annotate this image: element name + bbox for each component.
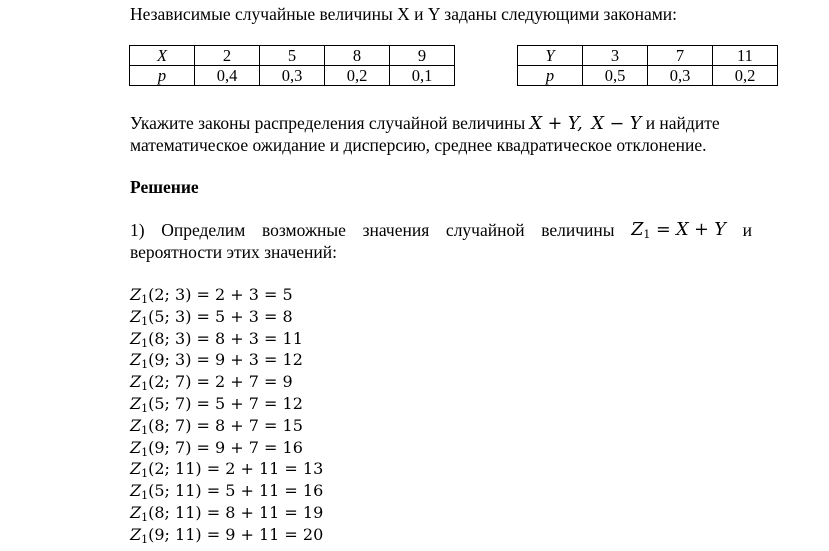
- equation-subscript: 1: [141, 314, 149, 328]
- table-cell: 0,3: [260, 66, 325, 86]
- formula-variable: Z: [631, 220, 644, 240]
- equation-expression: (5; 3) = 5 + 3 = 8: [148, 306, 293, 326]
- table-row: [130, 66, 455, 86]
- table-cell: 2: [195, 46, 260, 66]
- table-row: [130, 46, 455, 66]
- equation-variable: Z: [130, 372, 142, 392]
- equation-expression: (8; 3) = 8 + 3 = 11: [148, 328, 303, 348]
- solution-heading: Решение: [130, 177, 199, 197]
- equation-expression: (8; 11) = 8 + 11 = 19: [148, 503, 324, 522]
- equation-variable: Z: [130, 350, 142, 370]
- equation-variable: Z: [130, 524, 142, 544]
- step1-word: случайной: [445, 220, 525, 240]
- step1-word: и: [742, 220, 752, 240]
- equation-expression: (9; 3) = 9 + 3 = 12: [148, 350, 303, 370]
- equation-variable: Z: [130, 415, 142, 435]
- task-expr-sum: X + Y,: [529, 114, 583, 134]
- equation-subscript: 1: [141, 380, 149, 394]
- equation-subscript: 1: [141, 489, 149, 503]
- formula-rest: = X + Y: [650, 220, 726, 240]
- equation-subscript: 1: [141, 293, 149, 306]
- table-cell: 5: [260, 46, 325, 66]
- equation-variable: Z: [130, 503, 142, 522]
- table-cell: 0,5: [583, 66, 648, 86]
- equation-expression: (9; 7) = 9 + 7 = 16: [148, 437, 303, 457]
- equation-variable: Z: [130, 459, 142, 479]
- step1-formula: [631, 219, 726, 246]
- equation-subscript: 1: [141, 511, 149, 524]
- equation-variable: Z: [130, 285, 142, 304]
- equation-variable: Z: [130, 328, 142, 348]
- equation-expression: (5; 7) = 5 + 7 = 12: [148, 394, 303, 413]
- equation-variable: Z: [130, 437, 142, 457]
- table-cell: 9: [390, 46, 455, 66]
- step1-word: Определим: [161, 220, 246, 240]
- table-cell: p: [518, 66, 583, 86]
- step1-word: величины: [541, 220, 615, 240]
- table-row: [518, 46, 778, 66]
- equation-variable: Z: [130, 306, 142, 326]
- equation-expression: (2; 3) = 2 + 3 = 5: [148, 285, 293, 304]
- step1-word: 1): [130, 220, 145, 240]
- table-cell: 0,1: [390, 66, 455, 86]
- equation-expression: (8; 7) = 8 + 7 = 15: [148, 415, 303, 435]
- equation-variable: Z: [130, 481, 142, 501]
- table-y-distribution: [517, 45, 778, 86]
- formula-subscript: 1: [643, 228, 651, 241]
- table-cell: 3: [583, 46, 648, 66]
- task-line-2: математическое ожидание и дисперсию, среднее квадратическое отклонение.: [130, 135, 707, 155]
- equation-variable: Z: [130, 394, 142, 413]
- table-cell: 0,4: [195, 66, 260, 86]
- table-row: [518, 66, 778, 86]
- equation-subscript: 1: [141, 402, 149, 415]
- equation-expression: (5; 11) = 5 + 11 = 16: [148, 481, 324, 501]
- table-cell: 8: [325, 46, 390, 66]
- table-cell: 11: [713, 46, 778, 66]
- table-cell: 0,3: [648, 66, 713, 86]
- table-cell: 0,2: [713, 66, 778, 86]
- table-cell: X: [130, 46, 195, 66]
- task-text-end: и найдите: [641, 113, 720, 133]
- table-cell: p: [130, 66, 195, 86]
- task-expr-diff: X − Y: [591, 114, 642, 134]
- equation-expression: (2; 7) = 2 + 7 = 9: [148, 372, 293, 392]
- table-cell: 7: [648, 46, 713, 66]
- equation-line: [130, 524, 323, 551]
- equation-subscript: 1: [141, 423, 149, 437]
- table-x-distribution: [129, 45, 455, 86]
- equation-expression: (9; 11) = 9 + 11 = 20: [148, 524, 324, 544]
- equation-subscript: 1: [141, 358, 149, 372]
- equation-expression: (2; 11) = 2 + 11 = 13: [148, 459, 324, 479]
- task-line-1: [130, 112, 720, 135]
- equation-subscript: 1: [141, 445, 149, 459]
- task-text: Укажите законы распределения случайной величины: [130, 113, 530, 133]
- table-cell: 0,2: [325, 66, 390, 86]
- equation-subscript: 1: [141, 336, 149, 350]
- intro-text: Независимые случайные величины X и Y заданы следующими законами:: [130, 4, 678, 24]
- equation-subscript: 1: [141, 532, 149, 546]
- table-cell: Y: [518, 46, 583, 66]
- step1-word: значения: [362, 220, 430, 240]
- equation-subscript: 1: [141, 467, 149, 481]
- step1-word: возможные: [262, 220, 346, 240]
- step1-line-2: вероятности этих значений:: [130, 242, 338, 262]
